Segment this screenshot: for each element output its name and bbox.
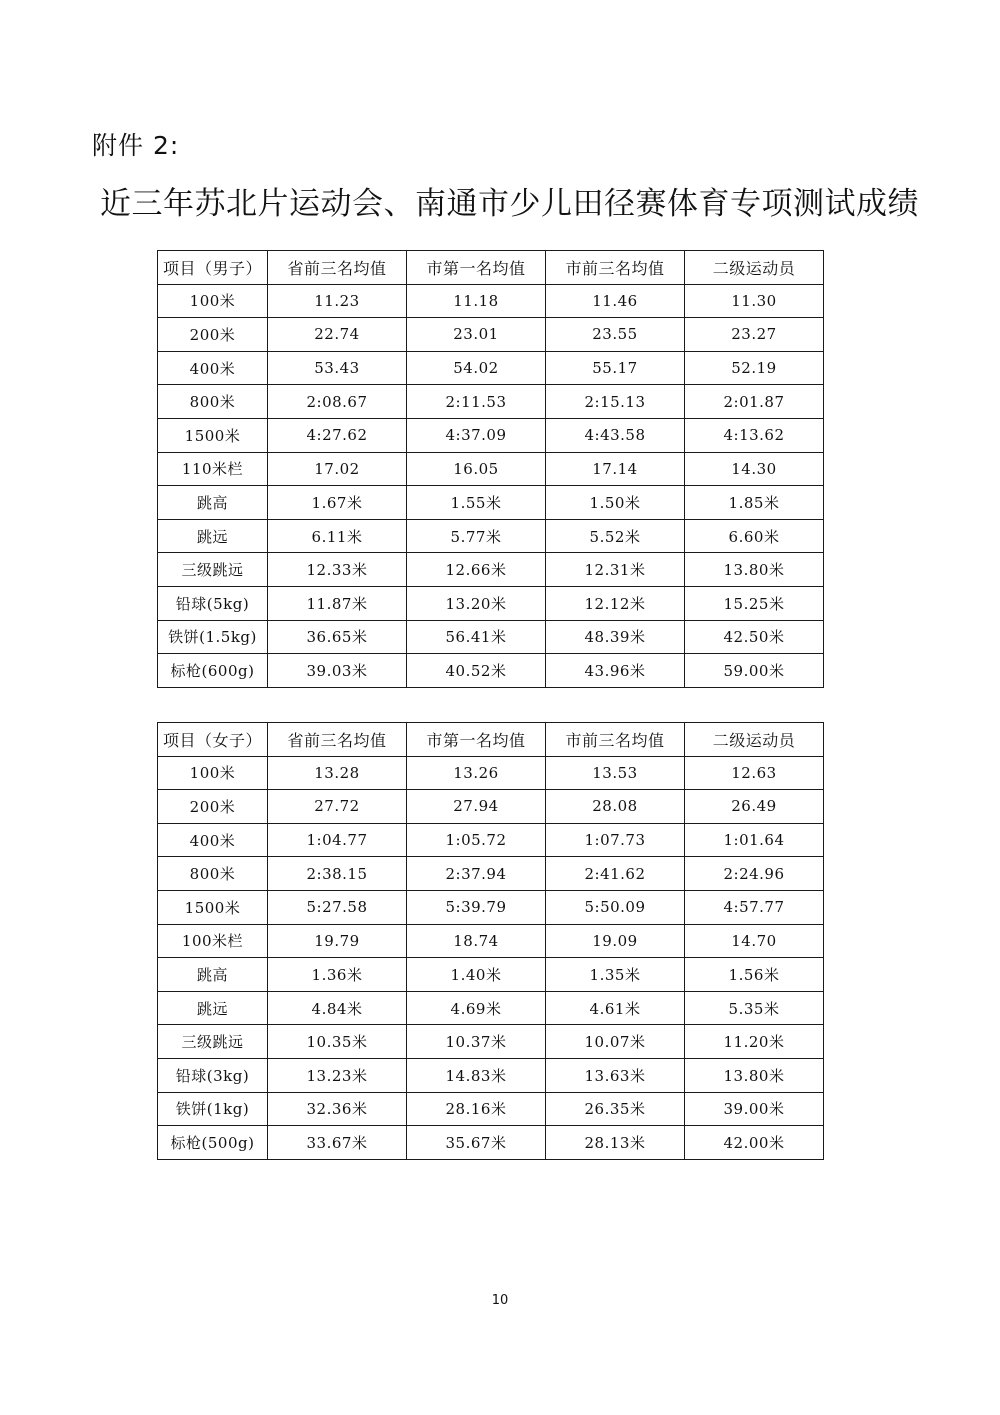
table-row	[158, 452, 824, 486]
table-row	[158, 890, 824, 924]
result-cell: 13.80米	[685, 553, 824, 587]
column-header: 市前三名均值	[546, 251, 685, 285]
event-name-cell: 标枪(500g)	[158, 1126, 268, 1160]
result-cell: 14.70	[685, 924, 824, 958]
result-cell: 13.28	[268, 756, 407, 790]
result-cell: 13.23米	[268, 1058, 407, 1092]
table-row	[158, 991, 824, 1025]
table-row	[158, 351, 824, 385]
result-cell: 39.00米	[685, 1092, 824, 1126]
result-cell: 23.55	[546, 318, 685, 352]
result-cell: 19.79	[268, 924, 407, 958]
result-cell: 2:41.62	[546, 857, 685, 891]
table-row	[158, 1126, 824, 1160]
event-name-cell: 100米	[158, 756, 268, 790]
result-cell: 14.30	[685, 452, 824, 486]
result-cell: 13.26	[407, 756, 546, 790]
result-cell: 4:13.62	[685, 418, 824, 452]
result-cell: 28.08	[546, 790, 685, 824]
result-cell: 18.74	[407, 924, 546, 958]
table-row	[158, 418, 824, 452]
result-cell: 13.63米	[546, 1058, 685, 1092]
table-row	[158, 958, 824, 992]
result-cell: 16.05	[407, 452, 546, 486]
column-header: 省前三名均值	[268, 251, 407, 285]
attachment-label: 附件 2:	[92, 131, 180, 160]
result-cell: 1.67米	[268, 486, 407, 520]
event-name-cell: 铁饼(1.5kg)	[158, 620, 268, 654]
result-cell: 5:27.58	[268, 890, 407, 924]
result-cell: 11.18	[407, 284, 546, 318]
event-name-cell: 铁饼(1kg)	[158, 1092, 268, 1126]
result-cell: 15.25米	[685, 586, 824, 620]
event-name-cell: 跳高	[158, 486, 268, 520]
column-header: 项目（女子）	[158, 723, 268, 757]
result-cell: 53.43	[268, 351, 407, 385]
table-row	[158, 519, 824, 553]
event-name-cell: 跳远	[158, 519, 268, 553]
result-cell: 22.74	[268, 318, 407, 352]
table-row	[158, 586, 824, 620]
result-cell: 5.52米	[546, 519, 685, 553]
event-name-cell: 1500米	[158, 418, 268, 452]
result-cell: 1.35米	[546, 958, 685, 992]
event-name-cell: 800米	[158, 857, 268, 891]
table-header-row	[158, 723, 824, 757]
result-cell: 19.09	[546, 924, 685, 958]
result-cell: 1:07.73	[546, 823, 685, 857]
table-row	[158, 924, 824, 958]
result-cell: 1:01.64	[685, 823, 824, 857]
event-name-cell: 1500米	[158, 890, 268, 924]
result-cell: 12.33米	[268, 553, 407, 587]
result-cell: 23.01	[407, 318, 546, 352]
table-row	[158, 857, 824, 891]
result-cell: 5.35米	[685, 991, 824, 1025]
event-name-cell: 跳远	[158, 991, 268, 1025]
event-name-cell: 400米	[158, 351, 268, 385]
table-row	[158, 654, 824, 688]
result-cell: 23.27	[685, 318, 824, 352]
event-name-cell: 铅球(3kg)	[158, 1058, 268, 1092]
event-name-cell: 110米栏	[158, 452, 268, 486]
result-cell: 56.41米	[407, 620, 546, 654]
result-cell: 27.72	[268, 790, 407, 824]
result-cell: 1.40米	[407, 958, 546, 992]
female-results-table	[157, 722, 824, 1160]
male-results-table	[157, 250, 824, 688]
result-cell: 2:38.15	[268, 857, 407, 891]
result-cell: 42.00米	[685, 1126, 824, 1160]
table-row	[158, 385, 824, 419]
result-cell: 10.35米	[268, 1025, 407, 1059]
result-cell: 2:11.53	[407, 385, 546, 419]
result-cell: 12.31米	[546, 553, 685, 587]
result-cell: 40.52米	[407, 654, 546, 688]
result-cell: 11.87米	[268, 586, 407, 620]
result-cell: 17.02	[268, 452, 407, 486]
document-title: 近三年苏北片运动会、南通市少儿田径赛体育专项测试成绩	[100, 186, 919, 222]
table-row	[158, 756, 824, 790]
result-cell: 55.17	[546, 351, 685, 385]
result-cell: 10.07米	[546, 1025, 685, 1059]
result-cell: 26.49	[685, 790, 824, 824]
result-cell: 5:50.09	[546, 890, 685, 924]
result-cell: 5.77米	[407, 519, 546, 553]
result-cell: 1.36米	[268, 958, 407, 992]
result-cell: 35.67米	[407, 1126, 546, 1160]
result-cell: 43.96米	[546, 654, 685, 688]
table-row	[158, 1025, 824, 1059]
table-row	[158, 284, 824, 318]
result-cell: 52.19	[685, 351, 824, 385]
result-cell: 48.39米	[546, 620, 685, 654]
table-header-row	[158, 251, 824, 285]
table-row	[158, 620, 824, 654]
result-cell: 59.00米	[685, 654, 824, 688]
result-cell: 54.02	[407, 351, 546, 385]
page-number: 10	[491, 1293, 509, 1308]
table-row	[158, 823, 824, 857]
result-cell: 26.35米	[546, 1092, 685, 1126]
result-cell: 6.11米	[268, 519, 407, 553]
result-cell: 11.30	[685, 284, 824, 318]
result-cell: 2:37.94	[407, 857, 546, 891]
result-cell: 42.50米	[685, 620, 824, 654]
result-cell: 27.94	[407, 790, 546, 824]
column-header: 二级运动员	[685, 723, 824, 757]
table-row	[158, 486, 824, 520]
result-cell: 10.37米	[407, 1025, 546, 1059]
table-row	[158, 553, 824, 587]
result-cell: 6.60米	[685, 519, 824, 553]
result-cell: 1.56米	[685, 958, 824, 992]
result-cell: 28.13米	[546, 1126, 685, 1160]
column-header: 省前三名均值	[268, 723, 407, 757]
result-cell: 39.03米	[268, 654, 407, 688]
result-cell: 12.12米	[546, 586, 685, 620]
result-cell: 32.36米	[268, 1092, 407, 1126]
column-header: 二级运动员	[685, 251, 824, 285]
table-row	[158, 1058, 824, 1092]
result-cell: 17.14	[546, 452, 685, 486]
result-cell: 4.69米	[407, 991, 546, 1025]
result-cell: 4:27.62	[268, 418, 407, 452]
event-name-cell: 400米	[158, 823, 268, 857]
result-cell: 2:24.96	[685, 857, 824, 891]
result-cell: 11.23	[268, 284, 407, 318]
result-cell: 12.63	[685, 756, 824, 790]
result-cell: 4:43.58	[546, 418, 685, 452]
result-cell: 4:57.77	[685, 890, 824, 924]
result-cell: 11.46	[546, 284, 685, 318]
result-cell: 4.84米	[268, 991, 407, 1025]
result-cell: 4.61米	[546, 991, 685, 1025]
event-name-cell: 铅球(5kg)	[158, 586, 268, 620]
result-cell: 13.80米	[685, 1058, 824, 1092]
result-cell: 1.55米	[407, 486, 546, 520]
result-cell: 1.85米	[685, 486, 824, 520]
event-name-cell: 三级跳远	[158, 553, 268, 587]
event-name-cell: 100米栏	[158, 924, 268, 958]
column-header: 市前三名均值	[546, 723, 685, 757]
result-cell: 28.16米	[407, 1092, 546, 1126]
event-name-cell: 200米	[158, 318, 268, 352]
event-name-cell: 三级跳远	[158, 1025, 268, 1059]
table-row	[158, 318, 824, 352]
result-cell: 5:39.79	[407, 890, 546, 924]
result-cell: 1:04.77	[268, 823, 407, 857]
column-header: 项目（男子）	[158, 251, 268, 285]
event-name-cell: 800米	[158, 385, 268, 419]
result-cell: 14.83米	[407, 1058, 546, 1092]
column-header: 市第一名均值	[407, 723, 546, 757]
column-header: 市第一名均值	[407, 251, 546, 285]
event-name-cell: 100米	[158, 284, 268, 318]
result-cell: 36.65米	[268, 620, 407, 654]
event-name-cell: 标枪(600g)	[158, 654, 268, 688]
result-cell: 4:37.09	[407, 418, 546, 452]
table-row	[158, 1092, 824, 1126]
event-name-cell: 跳高	[158, 958, 268, 992]
result-cell: 33.67米	[268, 1126, 407, 1160]
result-cell: 11.20米	[685, 1025, 824, 1059]
result-cell: 1:05.72	[407, 823, 546, 857]
result-cell: 2:08.67	[268, 385, 407, 419]
result-cell: 12.66米	[407, 553, 546, 587]
result-cell: 13.53	[546, 756, 685, 790]
result-cell: 2:15.13	[546, 385, 685, 419]
result-cell: 13.20米	[407, 586, 546, 620]
event-name-cell: 200米	[158, 790, 268, 824]
result-cell: 2:01.87	[685, 385, 824, 419]
table-row	[158, 790, 824, 824]
result-cell: 1.50米	[546, 486, 685, 520]
